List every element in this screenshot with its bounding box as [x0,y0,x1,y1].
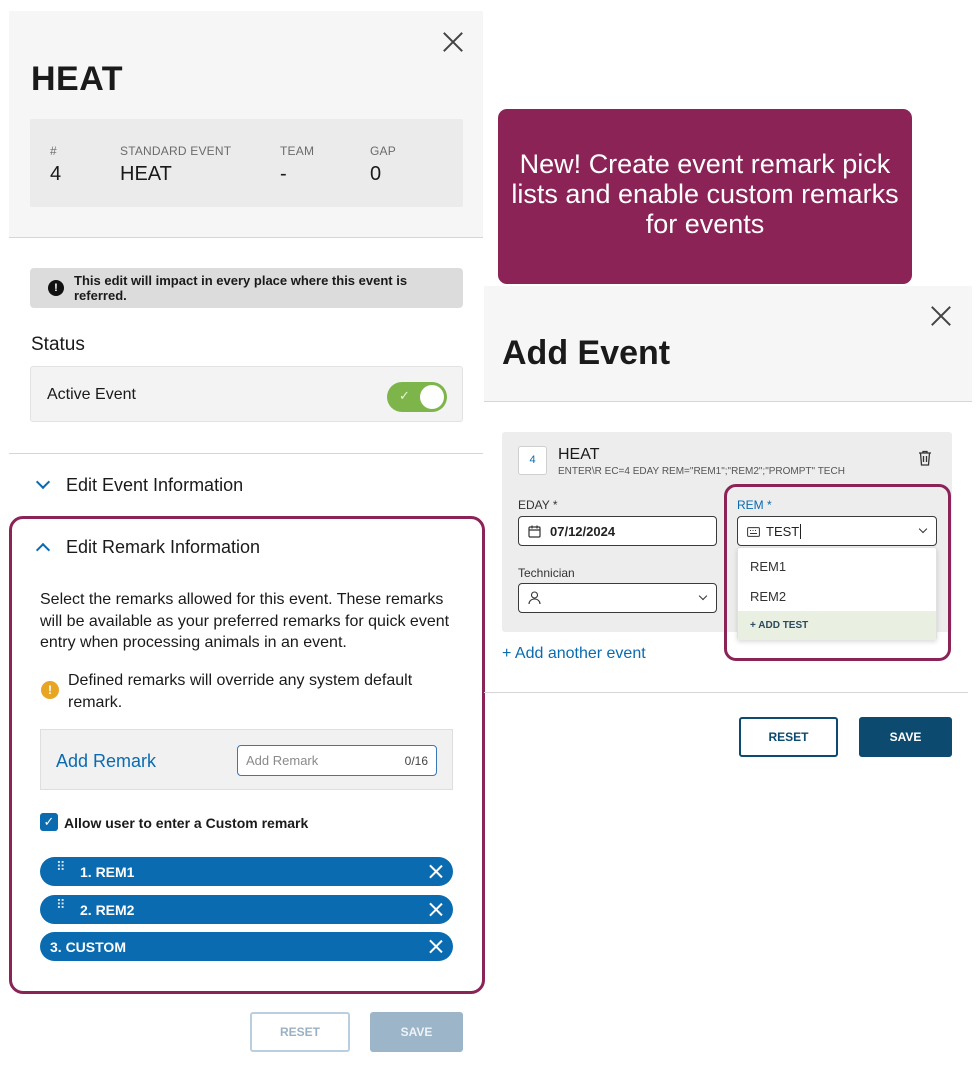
dropdown-option[interactable]: REM2 [750,589,787,604]
page-title: Add Event [502,334,671,372]
remark-chip[interactable] [40,857,453,886]
event-number-badge: 4 [518,446,547,475]
divider [484,692,968,693]
info-team-value: - [280,163,287,185]
info-gap [370,144,396,186]
custom-remark-checkbox[interactable]: ✓ [40,813,58,831]
divider [9,237,483,238]
reset-button[interactable]: RESET [250,1012,350,1052]
event-command: ENTER\R EC=4 EDAY REM="REM1";"REM2";"PROMPT" TECH [558,466,845,477]
active-event-row [30,366,463,422]
info-standard-event [120,144,231,186]
add-remark-link[interactable]: Add Remark [56,751,157,771]
divider [484,401,972,402]
edit-event-information-label: Edit Event Information [66,475,244,495]
remark-description: Select the remarks allowed for this event. These remarks will be available as your preferred remarks for quick event entry when processing animals in an event. [40,591,450,651]
active-event-toggle[interactable] [387,382,447,412]
rem-value: TEST [766,524,800,539]
chevron-down-icon [699,592,707,600]
close-icon[interactable] [930,305,952,327]
remark-chip[interactable] [40,895,453,924]
warning-banner [30,268,463,308]
add-remark-placeholder: Add Remark [246,753,319,768]
event-name: HEAT [558,446,600,463]
eday-field[interactable] [518,516,717,546]
add-remark-row [40,729,453,790]
check-icon: ✓ [399,388,410,403]
drag-handle-icon[interactable]: ⠿ [56,897,65,912]
info-standard-event-header: STANDARD EVENT [120,144,232,158]
edit-event-information-toggle[interactable] [36,475,476,497]
edit-remark-information-label: Edit Remark Information [66,537,261,557]
warning-text: This edit will impact in every place where this event is referred. [74,273,408,303]
technician-select[interactable] [518,583,717,613]
toggle-knob [420,385,444,409]
add-option-item[interactable]: + ADD TEST [738,611,936,640]
close-icon[interactable] [442,31,464,53]
remark-chip-label: 2. REM2 [80,902,135,918]
info-standard-event-value: HEAT [120,163,172,185]
remark-chip-label: 3. CUSTOM [50,939,126,955]
remark-chip[interactable] [40,932,453,961]
edit-remark-information-toggle[interactable] [36,537,476,559]
chevron-down-icon [36,475,50,489]
rem-label: REM * [737,498,772,512]
dropdown-option[interactable]: REM1 [750,559,787,574]
divider [9,453,483,454]
custom-remark-label: Allow user to enter a Custom remark [64,815,309,831]
remove-icon[interactable] [429,902,443,916]
remove-icon[interactable] [429,939,443,953]
add-remark-input[interactable] [237,745,437,776]
reset-button[interactable]: RESET [739,717,838,757]
info-team-header: TEAM [280,144,315,158]
info-gap-value: 0 [370,163,382,185]
trash-icon[interactable] [918,450,932,466]
info-team [280,144,314,186]
info-number-header: # [50,144,57,158]
user-icon [528,591,541,605]
feature-callout: New! Create event remark pick lists and enable custom remarks for events [498,109,912,284]
eday-label: EDAY * [518,498,558,512]
info-number-value: 4 [50,163,62,185]
remove-icon[interactable] [429,864,443,878]
drag-handle-icon[interactable]: ⠿ [56,859,65,874]
alert-icon: ! [48,280,64,296]
save-button[interactable]: SAVE [859,717,952,757]
warning-icon: ! [41,681,59,699]
eday-value: 07/12/2024 [550,524,616,539]
active-event-label: Active Event [47,386,136,403]
add-another-event-link[interactable]: + Add another event [502,645,646,662]
calendar-icon [528,525,541,538]
character-counter: 0/16 [404,754,428,768]
status-heading: Status [31,334,85,355]
technician-label: Technician [518,566,575,580]
page-title: HEAT [31,60,124,98]
info-gap-header: GAP [370,144,396,158]
info-number [50,144,61,186]
override-note: Defined remarks will override any system default remark. [68,672,413,711]
rem-dropdown-menu [737,547,937,640]
event-info-card [30,119,463,207]
chevron-up-icon [36,543,50,557]
remark-chip-label: 1. REM1 [80,864,135,880]
save-button[interactable]: SAVE [370,1012,463,1052]
